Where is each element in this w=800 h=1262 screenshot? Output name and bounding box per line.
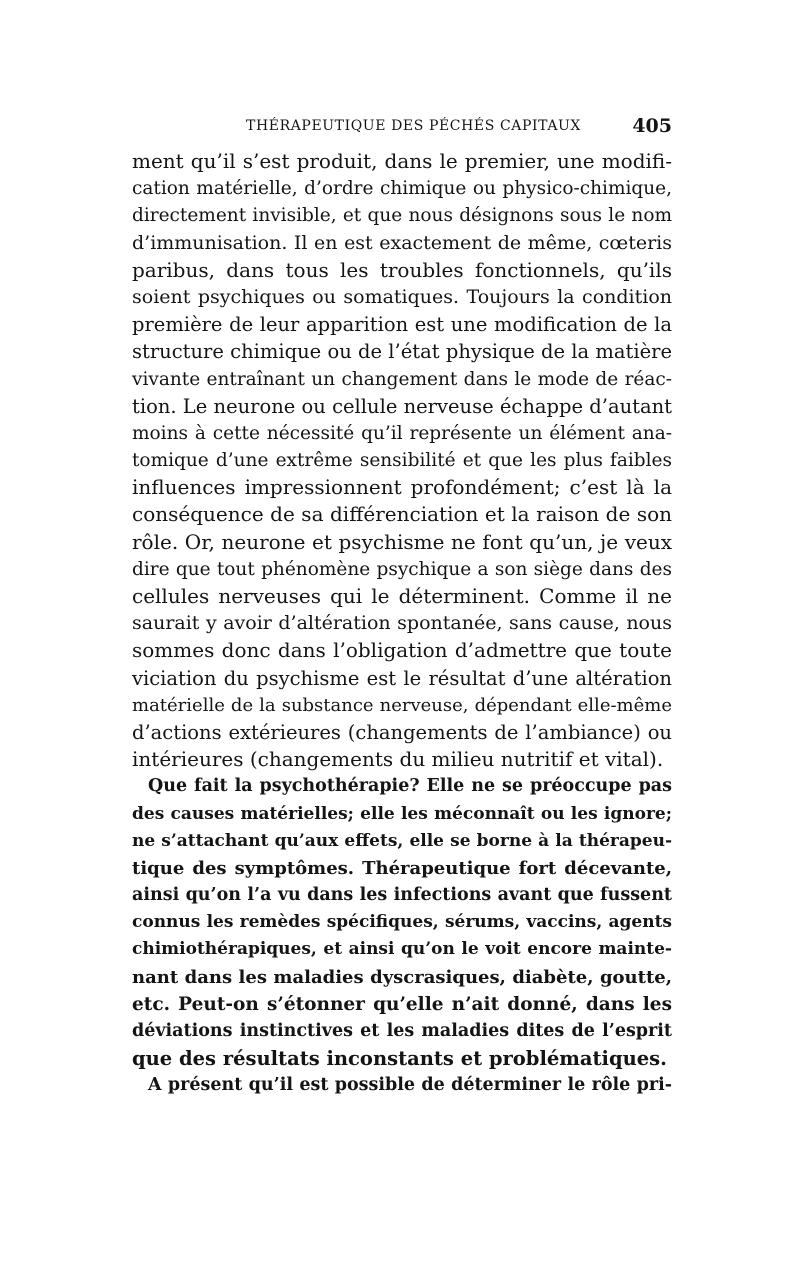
text-line: moins à cette nécessité qu’il représente un élément ana-: [132, 422, 672, 444]
text-line: directement invisible, et que nous désignons sous le nom: [132, 205, 672, 227]
text-line: chimiothérapiques, et ainsi qu’on le voit encore mainte-: [132, 939, 672, 960]
text-line: d’immunisation. Il en est exactement de même, cœteris: [132, 231, 672, 254]
text-line: d’actions extérieures (changements de l’ambiance) ou: [132, 720, 672, 744]
text-line: cellules nerveuses qui le déterminent. Comme il ne: [132, 584, 672, 608]
text-line: tomique d’une extrême sensibilité et que les plus faibles: [132, 450, 672, 472]
text-line: connus les remèdes spécifiques, sérums, vaccins, agents: [132, 912, 672, 933]
text-line: matérielle de la substance nerveuse, dépendant elle-même: [132, 694, 672, 716]
text-line: viciation du psychisme est le résultat d’une altération: [132, 666, 672, 690]
text-line: ment qu’il s’est produit, dans le premier, une modifi-: [132, 149, 672, 173]
text-line: conséquence de sa différenciation et la raison de son: [132, 502, 672, 527]
text-line: paribus, dans tous les troubles fonctionnels, qu’ils: [132, 257, 672, 282]
text-line: première de leur apparition est une modification de la: [132, 313, 672, 337]
text-line: des causes matérielles; elle les méconnaît ou les ignore;: [132, 803, 672, 824]
text-line: saurait y avoir d’altération spontanée, sans cause, nous: [132, 612, 672, 635]
running-title: THÉRAPEUTIQUE DES PÉCHÉS CAPITAUX: [246, 118, 581, 134]
text-line: rôle. Or, neurone et psychisme ne font qu’un, je veux: [132, 529, 672, 554]
text-line: A présent qu’il est possible de déterminer le rôle pri-: [148, 1075, 672, 1096]
text-line: soient psychiques ou somatiques. Toujours la condition: [132, 285, 672, 308]
text-line: structure chimique ou de l’état physique de la matière: [132, 340, 672, 364]
text-line: tique des symptômes. Thérapeutique fort décevante,: [132, 857, 672, 879]
text-line: nant dans les maladies dyscrasiques, diabète, goutte,: [132, 966, 672, 988]
text-line: Que fait la psychothérapie? Elle ne se préoccupe pas: [148, 776, 672, 797]
text-line: vivante entraînant un changement dans le mode de réac-: [132, 368, 672, 390]
text-line: que des résultats inconstants et problématiques.: [132, 1047, 667, 1071]
text-line: déviations instinctives et les maladies dites de l’esprit: [132, 1021, 672, 1041]
text-line: cation matérielle, d’ordre chimique ou physico-chimique,: [132, 178, 672, 200]
text-line: intérieures (changements du milieu nutritif et vital).: [132, 747, 664, 772]
text-line: dire que tout phénomène psychique a son siège dans des: [132, 558, 672, 580]
text-line: tion. Le neurone ou cellule nerveuse échappe d’autant: [132, 394, 672, 418]
text-line: sommes donc dans l’obligation d’admettre que toute: [132, 638, 672, 663]
text-line: influences impressionnent profondément; c’est là la: [132, 475, 672, 500]
page-number: 405: [632, 115, 672, 137]
text-line: ne s’attachant qu’aux effets, elle se borne à la thérapeu-: [132, 830, 672, 851]
text-line: etc. Peut-on s’étonner qu’elle n’ait donné, dans les: [132, 993, 672, 1015]
body-text: [132, 148, 672, 1100]
text-line: ainsi qu’on l’a vu dans les infections avant que fussent: [132, 885, 672, 906]
page-header: [132, 116, 672, 140]
